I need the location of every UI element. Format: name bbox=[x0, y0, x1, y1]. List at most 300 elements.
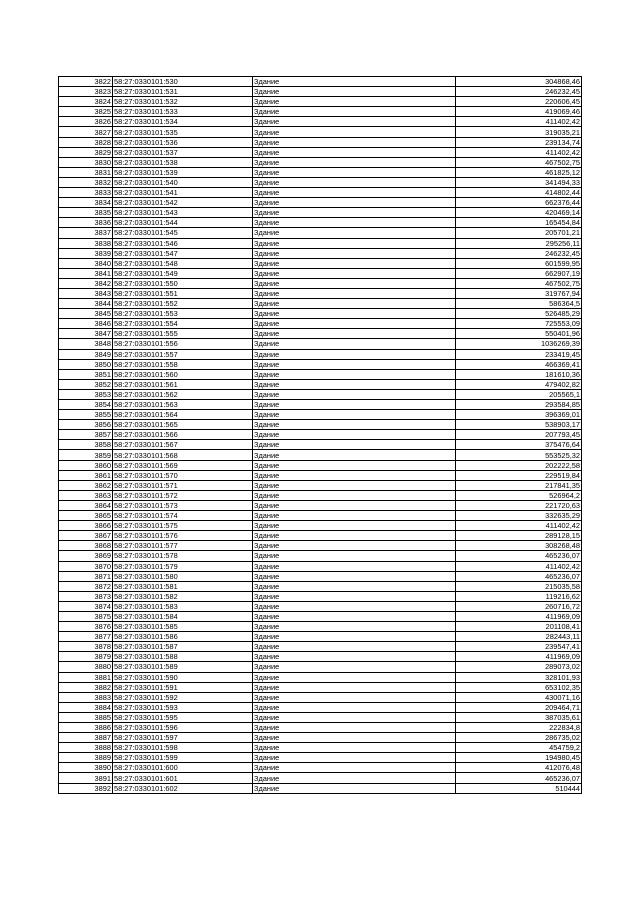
cadastral-number-cell: 58:27:0330101:540 bbox=[113, 177, 253, 187]
cadastral-value-cell: 319767,94 bbox=[456, 288, 582, 298]
row-number-cell: 3844 bbox=[59, 299, 113, 309]
cadastral-value-cell: 260716,72 bbox=[456, 601, 582, 611]
row-number-cell: 3854 bbox=[59, 400, 113, 410]
object-type-cell: Здание bbox=[253, 369, 456, 379]
table-row bbox=[59, 611, 582, 621]
cadastral-number-cell: 58:27:0330101:571 bbox=[113, 480, 253, 490]
row-number-cell: 3872 bbox=[59, 581, 113, 591]
object-type-cell: Здание bbox=[253, 450, 456, 460]
cadastral-value-cell: 239134,74 bbox=[456, 137, 582, 147]
object-type-cell: Здание bbox=[253, 692, 456, 702]
cadastral-value-cell: 207793,45 bbox=[456, 430, 582, 440]
table-row bbox=[59, 147, 582, 157]
object-type-cell: Здание bbox=[253, 642, 456, 652]
cadastral-number-cell: 58:27:0330101:570 bbox=[113, 470, 253, 480]
object-type-cell: Здание bbox=[253, 470, 456, 480]
table-row bbox=[59, 470, 582, 480]
object-type-cell: Здание bbox=[253, 773, 456, 783]
cadastral-value-cell: 201108,41 bbox=[456, 622, 582, 632]
table-row bbox=[59, 571, 582, 581]
object-type-cell: Здание bbox=[253, 702, 456, 712]
object-type-cell: Здание bbox=[253, 682, 456, 692]
row-number-cell: 3868 bbox=[59, 541, 113, 551]
object-type-cell: Здание bbox=[253, 319, 456, 329]
cadastral-number-cell: 58:27:0330101:544 bbox=[113, 218, 253, 228]
cadastral-number-cell: 58:27:0330101:531 bbox=[113, 87, 253, 97]
object-type-cell: Здание bbox=[253, 571, 456, 581]
cadastral-value-cell: 286735,02 bbox=[456, 733, 582, 743]
table-row bbox=[59, 319, 582, 329]
cadastral-value-cell: 550401,96 bbox=[456, 329, 582, 339]
cadastral-number-cell: 58:27:0330101:550 bbox=[113, 278, 253, 288]
table-row bbox=[59, 410, 582, 420]
cadastral-value-cell: 215035,58 bbox=[456, 581, 582, 591]
object-type-cell: Здание bbox=[253, 420, 456, 430]
row-number-cell: 3849 bbox=[59, 349, 113, 359]
object-type-cell: Здание bbox=[253, 500, 456, 510]
row-number-cell: 3888 bbox=[59, 743, 113, 753]
cadastral-value-cell: 412076,48 bbox=[456, 763, 582, 773]
cadastral-number-cell: 58:27:0330101:583 bbox=[113, 601, 253, 611]
row-number-cell: 3838 bbox=[59, 238, 113, 248]
cadastral-number-cell: 58:27:0330101:595 bbox=[113, 712, 253, 722]
cadastral-number-cell: 58:27:0330101:538 bbox=[113, 157, 253, 167]
object-type-cell: Здание bbox=[253, 379, 456, 389]
cadastral-number-cell: 58:27:0330101:555 bbox=[113, 329, 253, 339]
table-row bbox=[59, 531, 582, 541]
object-type-cell: Здание bbox=[253, 763, 456, 773]
cadastral-value-cell: 221720,63 bbox=[456, 500, 582, 510]
cadastral-value-cell: 328101,93 bbox=[456, 672, 582, 682]
cadastral-number-cell: 58:27:0330101:545 bbox=[113, 228, 253, 238]
table-row bbox=[59, 642, 582, 652]
table-row bbox=[59, 218, 582, 228]
cadastral-number-cell: 58:27:0330101:542 bbox=[113, 198, 253, 208]
table-row bbox=[59, 107, 582, 117]
cadastral-number-cell: 58:27:0330101:557 bbox=[113, 349, 253, 359]
row-number-cell: 3883 bbox=[59, 692, 113, 702]
cadastral-number-cell: 58:27:0330101:597 bbox=[113, 733, 253, 743]
object-type-cell: Здание bbox=[253, 733, 456, 743]
row-number-cell: 3884 bbox=[59, 702, 113, 712]
table-row bbox=[59, 359, 582, 369]
object-type-cell: Здание bbox=[253, 480, 456, 490]
cadastral-value-cell: 181610,36 bbox=[456, 369, 582, 379]
cadastral-number-cell: 58:27:0330101:539 bbox=[113, 167, 253, 177]
row-number-cell: 3886 bbox=[59, 723, 113, 733]
object-type-cell: Здание bbox=[253, 672, 456, 682]
cadastral-value-cell: 467502,75 bbox=[456, 278, 582, 288]
row-number-cell: 3848 bbox=[59, 339, 113, 349]
row-number-cell: 3835 bbox=[59, 208, 113, 218]
cadastral-number-cell: 58:27:0330101:568 bbox=[113, 450, 253, 460]
object-type-cell: Здание bbox=[253, 248, 456, 258]
cadastral-value-cell: 282443,11 bbox=[456, 632, 582, 642]
cadastral-value-cell: 246232,45 bbox=[456, 87, 582, 97]
table-row bbox=[59, 127, 582, 137]
table-row bbox=[59, 692, 582, 702]
cadastral-number-cell: 58:27:0330101:601 bbox=[113, 773, 253, 783]
row-number-cell: 3887 bbox=[59, 733, 113, 743]
object-type-cell: Здание bbox=[253, 531, 456, 541]
row-number-cell: 3829 bbox=[59, 147, 113, 157]
table-row bbox=[59, 591, 582, 601]
row-number-cell: 3824 bbox=[59, 97, 113, 107]
table-row bbox=[59, 622, 582, 632]
row-number-cell: 3857 bbox=[59, 430, 113, 440]
row-number-cell: 3881 bbox=[59, 672, 113, 682]
cadastral-value-cell: 246232,45 bbox=[456, 248, 582, 258]
cadastral-value-cell: 217841,35 bbox=[456, 480, 582, 490]
object-type-cell: Здание bbox=[253, 511, 456, 521]
row-number-cell: 3839 bbox=[59, 248, 113, 258]
row-number-cell: 3846 bbox=[59, 319, 113, 329]
table-row bbox=[59, 632, 582, 642]
cadastral-value-cell: 526485,29 bbox=[456, 309, 582, 319]
cadastral-number-cell: 58:27:0330101:565 bbox=[113, 420, 253, 430]
object-type-cell: Здание bbox=[253, 147, 456, 157]
cadastral-number-cell: 58:27:0330101:534 bbox=[113, 117, 253, 127]
cadastral-value-cell: 411969,09 bbox=[456, 611, 582, 621]
table-row bbox=[59, 723, 582, 733]
row-number-cell: 3841 bbox=[59, 268, 113, 278]
row-number-cell: 3831 bbox=[59, 167, 113, 177]
table-row bbox=[59, 167, 582, 177]
object-type-cell: Здание bbox=[253, 652, 456, 662]
table-row bbox=[59, 400, 582, 410]
cadastral-value-cell: 387035,61 bbox=[456, 712, 582, 722]
cadastral-number-cell: 58:27:0330101:543 bbox=[113, 208, 253, 218]
row-number-cell: 3843 bbox=[59, 288, 113, 298]
cadastral-value-cell: 209464,71 bbox=[456, 702, 582, 712]
table-row bbox=[59, 77, 582, 87]
cadastral-value-cell: 332635,29 bbox=[456, 511, 582, 521]
cadastral-value-cell: 289073,02 bbox=[456, 662, 582, 672]
cadastral-value-cell: 319035,21 bbox=[456, 127, 582, 137]
row-number-cell: 3856 bbox=[59, 420, 113, 430]
cadastral-number-cell: 58:27:0330101:547 bbox=[113, 248, 253, 258]
cadastral-value-cell: 454759,2 bbox=[456, 743, 582, 753]
cadastral-number-cell: 58:27:0330101:554 bbox=[113, 319, 253, 329]
row-number-cell: 3826 bbox=[59, 117, 113, 127]
object-type-cell: Здание bbox=[253, 198, 456, 208]
table-row bbox=[59, 248, 582, 258]
object-type-cell: Здание bbox=[253, 107, 456, 117]
row-number-cell: 3861 bbox=[59, 470, 113, 480]
table-row bbox=[59, 450, 582, 460]
object-type-cell: Здание bbox=[253, 430, 456, 440]
object-type-cell: Здание bbox=[253, 622, 456, 632]
object-type-cell: Здание bbox=[253, 723, 456, 733]
object-type-cell: Здание bbox=[253, 551, 456, 561]
table-row bbox=[59, 228, 582, 238]
table-row bbox=[59, 379, 582, 389]
table-row bbox=[59, 309, 582, 319]
object-type-cell: Здание bbox=[253, 258, 456, 268]
cadastral-number-cell: 58:27:0330101:596 bbox=[113, 723, 253, 733]
object-type-cell: Здание bbox=[253, 753, 456, 763]
object-type-cell: Здание bbox=[253, 87, 456, 97]
object-type-cell: Здание bbox=[253, 218, 456, 228]
table-row bbox=[59, 601, 582, 611]
table-row bbox=[59, 288, 582, 298]
row-number-cell: 3890 bbox=[59, 763, 113, 773]
table-row bbox=[59, 652, 582, 662]
table-row bbox=[59, 198, 582, 208]
cadastral-number-cell: 58:27:0330101:602 bbox=[113, 783, 253, 793]
cadastral-value-cell: 375476,64 bbox=[456, 440, 582, 450]
cadastral-number-cell: 58:27:0330101:591 bbox=[113, 682, 253, 692]
object-type-cell: Здание bbox=[253, 329, 456, 339]
cadastral-number-cell: 58:27:0330101:536 bbox=[113, 137, 253, 147]
cadastral-number-cell: 58:27:0330101:584 bbox=[113, 611, 253, 621]
row-number-cell: 3833 bbox=[59, 188, 113, 198]
table-row bbox=[59, 97, 582, 107]
table-row bbox=[59, 662, 582, 672]
cadastral-value-cell: 465236,07 bbox=[456, 773, 582, 783]
cadastral-value-cell: 202222,58 bbox=[456, 460, 582, 470]
table-row bbox=[59, 712, 582, 722]
cadastral-value-cell: 510444 bbox=[456, 783, 582, 793]
cadastral-number-cell: 58:27:0330101:537 bbox=[113, 147, 253, 157]
cadastral-number-cell: 58:27:0330101:580 bbox=[113, 571, 253, 581]
row-number-cell: 3853 bbox=[59, 389, 113, 399]
cadastral-value-cell: 526964,2 bbox=[456, 490, 582, 500]
row-number-cell: 3875 bbox=[59, 611, 113, 621]
object-type-cell: Здание bbox=[253, 339, 456, 349]
cadastral-value-cell: 538903,17 bbox=[456, 420, 582, 430]
row-number-cell: 3891 bbox=[59, 773, 113, 783]
table-row bbox=[59, 541, 582, 551]
table-row bbox=[59, 511, 582, 521]
row-number-cell: 3873 bbox=[59, 591, 113, 601]
object-type-cell: Здание bbox=[253, 359, 456, 369]
cadastral-number-cell: 58:27:0330101:599 bbox=[113, 753, 253, 763]
row-number-cell: 3851 bbox=[59, 369, 113, 379]
table-row bbox=[59, 389, 582, 399]
cadastral-value-cell: 725553,09 bbox=[456, 319, 582, 329]
cadastral-number-cell: 58:27:0330101:564 bbox=[113, 410, 253, 420]
cadastral-value-cell: 419069,46 bbox=[456, 107, 582, 117]
cadastral-value-cell: 308268,48 bbox=[456, 541, 582, 551]
row-number-cell: 3827 bbox=[59, 127, 113, 137]
cadastral-value-cell: 411969,09 bbox=[456, 652, 582, 662]
cadastral-number-cell: 58:27:0330101:600 bbox=[113, 763, 253, 773]
cadastral-number-cell: 58:27:0330101:533 bbox=[113, 107, 253, 117]
cadastral-number-cell: 58:27:0330101:574 bbox=[113, 511, 253, 521]
table-row bbox=[59, 773, 582, 783]
cadastral-number-cell: 58:27:0330101:556 bbox=[113, 339, 253, 349]
cadastral-value-cell: 465236,07 bbox=[456, 571, 582, 581]
row-number-cell: 3882 bbox=[59, 682, 113, 692]
cadastral-number-cell: 58:27:0330101:588 bbox=[113, 652, 253, 662]
table-row bbox=[59, 763, 582, 773]
table-row bbox=[59, 460, 582, 470]
object-type-cell: Здание bbox=[253, 157, 456, 167]
table-row bbox=[59, 87, 582, 97]
cadastral-number-cell: 58:27:0330101:569 bbox=[113, 460, 253, 470]
row-number-cell: 3892 bbox=[59, 783, 113, 793]
cadastral-number-cell: 58:27:0330101:553 bbox=[113, 309, 253, 319]
table-row bbox=[59, 339, 582, 349]
row-number-cell: 3864 bbox=[59, 500, 113, 510]
object-type-cell: Здание bbox=[253, 167, 456, 177]
table-row bbox=[59, 157, 582, 167]
cadastral-number-cell: 58:27:0330101:572 bbox=[113, 490, 253, 500]
row-number-cell: 3837 bbox=[59, 228, 113, 238]
row-number-cell: 3867 bbox=[59, 531, 113, 541]
cadastral-value-cell: 461825,12 bbox=[456, 167, 582, 177]
cadastral-number-cell: 58:27:0330101:561 bbox=[113, 379, 253, 389]
object-type-cell: Здание bbox=[253, 490, 456, 500]
cadastral-value-cell: 239547,41 bbox=[456, 642, 582, 652]
object-type-cell: Здание bbox=[253, 238, 456, 248]
cadastral-number-cell: 58:27:0330101:598 bbox=[113, 743, 253, 753]
table-row bbox=[59, 490, 582, 500]
object-type-cell: Здание bbox=[253, 521, 456, 531]
row-number-cell: 3874 bbox=[59, 601, 113, 611]
cadastral-number-cell: 58:27:0330101:585 bbox=[113, 622, 253, 632]
cadastral-value-cell: 341494,33 bbox=[456, 177, 582, 187]
cadastral-number-cell: 58:27:0330101:579 bbox=[113, 561, 253, 571]
cadastral-value-cell: 222834,8 bbox=[456, 723, 582, 733]
cadastral-value-cell: 293584,85 bbox=[456, 400, 582, 410]
row-number-cell: 3862 bbox=[59, 480, 113, 490]
cadastral-number-cell: 58:27:0330101:546 bbox=[113, 238, 253, 248]
row-number-cell: 3850 bbox=[59, 359, 113, 369]
row-number-cell: 3832 bbox=[59, 177, 113, 187]
cadastral-number-cell: 58:27:0330101:577 bbox=[113, 541, 253, 551]
object-type-cell: Здание bbox=[253, 137, 456, 147]
cadastral-number-cell: 58:27:0330101:552 bbox=[113, 299, 253, 309]
object-type-cell: Здание bbox=[253, 208, 456, 218]
row-number-cell: 3858 bbox=[59, 440, 113, 450]
row-number-cell: 3825 bbox=[59, 107, 113, 117]
table-row bbox=[59, 500, 582, 510]
table-row bbox=[59, 177, 582, 187]
row-number-cell: 3859 bbox=[59, 450, 113, 460]
cadastral-value-table bbox=[58, 76, 582, 794]
cadastral-value-cell: 420469,14 bbox=[456, 208, 582, 218]
cadastral-number-cell: 58:27:0330101:575 bbox=[113, 521, 253, 531]
object-type-cell: Здание bbox=[253, 278, 456, 288]
cadastral-value-cell: 220606,45 bbox=[456, 97, 582, 107]
object-type-cell: Здание bbox=[253, 77, 456, 87]
cadastral-number-cell: 58:27:0330101:532 bbox=[113, 97, 253, 107]
cadastral-value-cell: 411402,42 bbox=[456, 561, 582, 571]
table-row bbox=[59, 268, 582, 278]
row-number-cell: 3855 bbox=[59, 410, 113, 420]
cadastral-value-cell: 411402,42 bbox=[456, 117, 582, 127]
cadastral-value-cell: 466369,41 bbox=[456, 359, 582, 369]
table-row bbox=[59, 753, 582, 763]
row-number-cell: 3877 bbox=[59, 632, 113, 642]
cadastral-value-cell: 479402,82 bbox=[456, 379, 582, 389]
table-row bbox=[59, 137, 582, 147]
object-type-cell: Здание bbox=[253, 632, 456, 642]
cadastral-number-cell: 58:27:0330101:530 bbox=[113, 77, 253, 87]
cadastral-value-cell: 586364,5 bbox=[456, 299, 582, 309]
cadastral-number-cell: 58:27:0330101:541 bbox=[113, 188, 253, 198]
cadastral-value-cell: 229519,84 bbox=[456, 470, 582, 480]
object-type-cell: Здание bbox=[253, 228, 456, 238]
row-number-cell: 3865 bbox=[59, 511, 113, 521]
cadastral-value-cell: 465236,07 bbox=[456, 551, 582, 561]
cadastral-number-cell: 58:27:0330101:560 bbox=[113, 369, 253, 379]
row-number-cell: 3860 bbox=[59, 460, 113, 470]
object-type-cell: Здание bbox=[253, 662, 456, 672]
cadastral-value-cell: 653102,35 bbox=[456, 682, 582, 692]
cadastral-number-cell: 58:27:0330101:581 bbox=[113, 581, 253, 591]
cadastral-value-cell: 411402,42 bbox=[456, 521, 582, 531]
object-type-cell: Здание bbox=[253, 288, 456, 298]
cadastral-value-cell: 289128,15 bbox=[456, 531, 582, 541]
table-row bbox=[59, 208, 582, 218]
cadastral-value-cell: 601599,95 bbox=[456, 258, 582, 268]
table-row bbox=[59, 238, 582, 248]
cadastral-value-cell: 411402,42 bbox=[456, 147, 582, 157]
table-row bbox=[59, 521, 582, 531]
table-row bbox=[59, 783, 582, 793]
row-number-cell: 3847 bbox=[59, 329, 113, 339]
cadastral-number-cell: 58:27:0330101:582 bbox=[113, 591, 253, 601]
cadastral-value-cell: 304868,46 bbox=[456, 77, 582, 87]
table-row bbox=[59, 440, 582, 450]
table-row bbox=[59, 733, 582, 743]
object-type-cell: Здание bbox=[253, 309, 456, 319]
row-number-cell: 3880 bbox=[59, 662, 113, 672]
cadastral-number-cell: 58:27:0330101:590 bbox=[113, 672, 253, 682]
object-type-cell: Здание bbox=[253, 581, 456, 591]
row-number-cell: 3878 bbox=[59, 642, 113, 652]
cadastral-number-cell: 58:27:0330101:551 bbox=[113, 288, 253, 298]
row-number-cell: 3845 bbox=[59, 309, 113, 319]
object-type-cell: Здание bbox=[253, 743, 456, 753]
cadastral-value-cell: 205701,21 bbox=[456, 228, 582, 238]
row-number-cell: 3836 bbox=[59, 218, 113, 228]
object-type-cell: Здание bbox=[253, 177, 456, 187]
cadastral-value-cell: 205565,1 bbox=[456, 389, 582, 399]
cadastral-value-cell: 662907,19 bbox=[456, 268, 582, 278]
table-row bbox=[59, 117, 582, 127]
row-number-cell: 3823 bbox=[59, 87, 113, 97]
object-type-cell: Здание bbox=[253, 601, 456, 611]
cadastral-value-cell: 194980,45 bbox=[456, 753, 582, 763]
table-body bbox=[59, 77, 582, 794]
row-number-cell: 3828 bbox=[59, 137, 113, 147]
row-number-cell: 3830 bbox=[59, 157, 113, 167]
cadastral-number-cell: 58:27:0330101:578 bbox=[113, 551, 253, 561]
object-type-cell: Здание bbox=[253, 541, 456, 551]
cadastral-value-cell: 414802,44 bbox=[456, 188, 582, 198]
table-row bbox=[59, 581, 582, 591]
cadastral-value-cell: 553525,32 bbox=[456, 450, 582, 460]
cadastral-number-cell: 58:27:0330101:573 bbox=[113, 500, 253, 510]
row-number-cell: 3889 bbox=[59, 753, 113, 763]
table-row bbox=[59, 672, 582, 682]
object-type-cell: Здание bbox=[253, 400, 456, 410]
row-number-cell: 3876 bbox=[59, 622, 113, 632]
row-number-cell: 3840 bbox=[59, 258, 113, 268]
cadastral-number-cell: 58:27:0330101:566 bbox=[113, 430, 253, 440]
row-number-cell: 3863 bbox=[59, 490, 113, 500]
cadastral-number-cell: 58:27:0330101:567 bbox=[113, 440, 253, 450]
table-row bbox=[59, 430, 582, 440]
cadastral-number-cell: 58:27:0330101:548 bbox=[113, 258, 253, 268]
cadastral-number-cell: 58:27:0330101:587 bbox=[113, 642, 253, 652]
row-number-cell: 3869 bbox=[59, 551, 113, 561]
cadastral-value-cell: 396369,01 bbox=[456, 410, 582, 420]
